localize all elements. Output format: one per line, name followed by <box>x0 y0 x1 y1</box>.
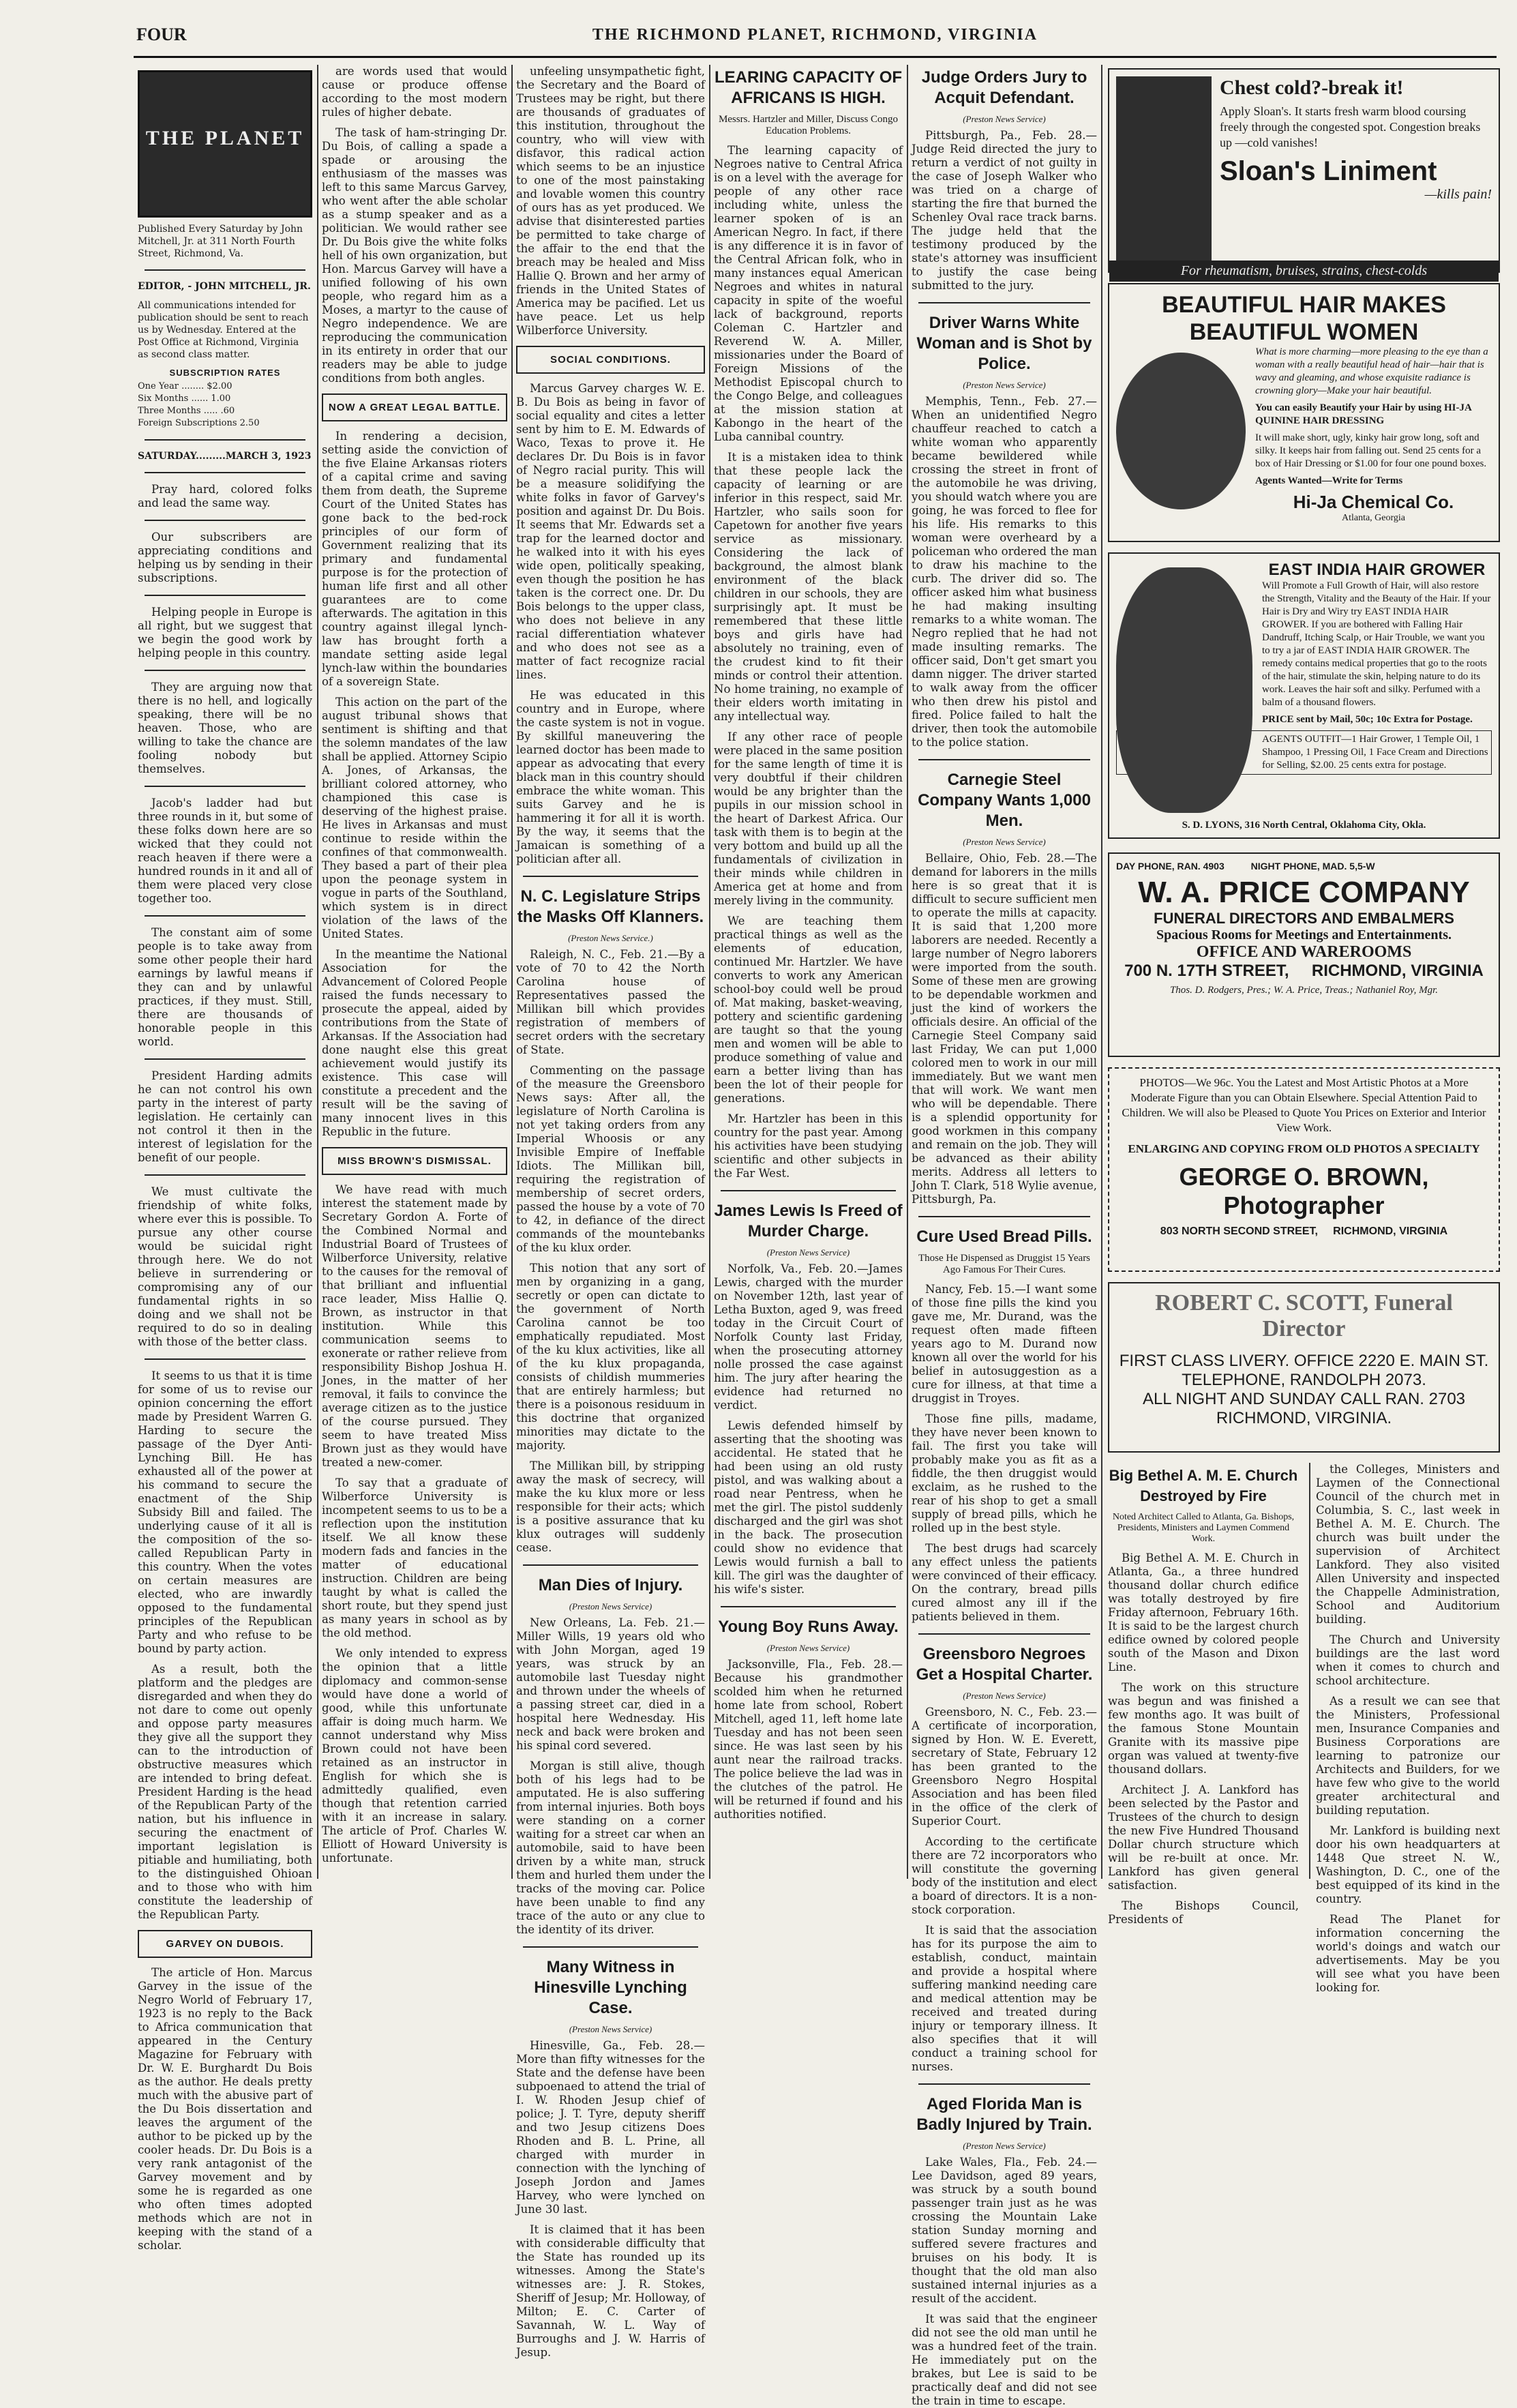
bethel-subhead: Noted Architect Called to Atlanta, Ga. Bishops, Presidents, Ministers and Laymen Commend Work. <box>1112 1512 1295 1544</box>
garvey-headline: GARVEY ON DUBOIS. <box>166 1938 284 1950</box>
bethel-paragraph: The Church and University buildings are the last word when it comes to church and school architecture. <box>1316 1633 1500 1687</box>
editorial-paragraph: Helping people in Europe is all right, but we suggest that we begin the good work by helping people in this country. <box>138 606 312 659</box>
hinesville-headline: Many Witness in Hinesville Lynching Case. <box>534 1958 687 2017</box>
column-4 <box>710 65 907 1879</box>
scott-line4: RICHMOND, VIRGINIA. <box>1216 1409 1392 1427</box>
boy-paragraph: Jacksonville, Fla., Feb. 28.—Because his grandmother scolded him when he returned home late from school, Robert Mitchell, aged 11, left home late Tuesday and has not been seen since. He was last seen by his aunt near the railroad tracks. The police believe the lad was in the clutches of the patrol. He will be returned if found and his authorities notified. <box>714 1658 903 1821</box>
editorial-paragraph: Jacob's ladder had but three rounds in it, but some of these folks down here are so wicked that they could not reach heaven if there were a hundred rounds in it and all of them were placed very close together too. <box>138 797 312 905</box>
man-dies-paragraph: Morgan is still alive, though both of his legs had to be amputated. He is also suffering from internal injuries. Both boys were standing on a corner waiting for a street car when an automobile, said to have been driven by a white man, struck them and hurled them under the tracks of the moving car. Police have been unable to find any trace of the auto or any clue to the identity of its driver. <box>516 1759 705 1936</box>
price-line3: OFFICE AND WAREROOMS <box>1196 943 1412 961</box>
africans-headline: LEARING CAPACITY OF AFRICANS IS HIGH. <box>714 68 903 107</box>
editorial-paragraph: As a result, both the platform and the pledges are disregarded and when they do not dare to come out openly and oppose party measures they give all the support they can to the introduction of obstructive measures which are intended to bring defeat. President Harding is the head of the Republican Party of the nation, but his influence in securing the enactment of important legislation is pitiable and humiliating, both to the distinguished Ohioan and to those who with him constitute the leadership of the Republican Party. <box>138 1663 312 1921</box>
editorial-paragraph: President Harding admits he can not control his own party in the interest of party legislation. He certainly can not control it then in the interest of legislation for the benefit of our people. <box>138 1069 312 1164</box>
greensboro-paragraph: According to the certificate there are 72 incorporators who will constitute the governing body of the institution and elect a board of directors. It is a non-stock corporation. <box>912 1835 1097 1916</box>
social-paragraph: He was educated in this country and in Europe, where the caste system is not in vogue. By skillful maneuvering the learned doctor has been made to appear as advocating that every black man in this country should embrace the white woman. This suits Garvey and he is hammering it for all it is worth. By the way, it seems that the Jamaican is something of a politician after all. <box>516 689 705 865</box>
east-india-price: PRICE sent by Mail, 50c; 10c Extra for Postage. <box>1262 714 1473 725</box>
editorial-paragraph: Pray hard, colored folks and lead the same way. <box>138 483 312 509</box>
legal-paragraph: In rendering a decision, setting aside the conviction of the five Elaine Arkansas rioters of a capital crime and saving them from death, the Supreme Court of the United States has gone back to the bed-rock principles of our form of Government realizing that its primary and fundamental purpose is for the protection of human life first and all other guarantees are to come afterwards. The agitation in this country against illegal lynch-law has brought forth a mandate setting aside legal lynch-law within the boundaries of a sovereign State. <box>322 430 507 688</box>
bethel-headline: Big Bethel A. M. E. Church Destroyed by Fire <box>1109 1467 1298 1504</box>
hija-title: BEAUTIFUL HAIR MAKES BEAUTIFUL WOMEN <box>1162 292 1446 345</box>
east-india-address: S. D. LYONS, 316 North Central, Oklahoma City, Okla. <box>1182 820 1426 831</box>
greensboro-paragraph: Greensboro, N. C., Feb. 23.—A certificate of incorporation, signed by Hon. W. E. Everett, secretary of State, February 12 has been granted to the Greensboro Negro Hospital Association and has been filed in the office of the clerk of Superior Court. <box>912 1706 1097 1828</box>
judge-paragraph: Pittsburgh, Pa., Feb. 28.—Judge Reid directed the jury to return a verdict of not guilty in the case of Joseph Walker who was tried on a charge of starting the fire that burned the Schenley Oval race track barns. The judge held that the testimony produced by the state's attorney was insufficient to justify the case being submitted to the jury. <box>912 129 1097 292</box>
editorial-paragraph: We must cultivate the friendship of white folks, where ever this is possible. To pursue any other course would be suicidal right through here. We do not believe in surrendering or compromising any of our fundamental rights in so doing and we shall not be required to do so in dealing with those of the better class. <box>138 1185 312 1348</box>
photos-line: ENLARGING AND COPYING FROM OLD PHOTOS A SPECIALTY <box>1128 1142 1480 1155</box>
legal-paragraph: This action on the part of the august tribunal shows that sentiment is shifting and that the solemn mandates of the law shall be applied. Attorney Scipio A. Jones, of Arkansas, the brilliant colored attorney, who championed this case is deserving of the highest praise. He lives in Arkansas and must continue to reside within the confines of that commonwealth. They based a part of their plea upon the peonage system in vogue in parts of the Southland, which system is in direct violation of the laws of the United States. <box>322 696 507 940</box>
lewis-dateline: (Preston News Service) <box>766 1247 850 1258</box>
price-officers: Thos. D. Rodgers, Pres.; W. A. Price, Treas.; Nathaniel Roy, Mgr. <box>1169 985 1439 996</box>
price-line1: FUNERAL DIRECTORS AND EMBALMERS <box>1154 910 1454 927</box>
hija-ad <box>1108 283 1500 542</box>
editorial-paragraph: are words used that would cause or produce offense according to the most modern rules of higher debate. <box>322 65 507 119</box>
florida-dateline: (Preston News Service) <box>963 2141 1046 2151</box>
greensboro-dateline: (Preston News Service) <box>963 1691 1046 1701</box>
hija-agents: Agents Wanted—Write for Terms <box>1255 475 1403 486</box>
sloans-ad <box>1108 68 1500 278</box>
hinesville-paragraph: It is claimed that it has been with considerable difficulty that the State has rounded up its witnesses. Among the State's witnesses are: J. R. Stokes, Sheriff of Jesup; Mr. Holloway, of Milton; E. C. Carter of Savannah, W. L. Way of Burroughs and J. W. Harris of Jesup. <box>516 2223 705 2359</box>
africans-paragraph: If any other race of people were placed in the same position for the same length of time it is very doubtful if their children would be any brighter than the pupils in our mission school in the heart of Darkest Africa. Our task with them is to begin at the very bottom and build up all the fundamentals of civilization in their minds while children in America get at home and from merely living in the community. <box>714 730 903 907</box>
price-address: 700 N. 17TH STREET, RICHMOND, VIRGINIA <box>1124 962 1484 980</box>
driver-paragraph: Memphis, Tenn., Feb. 27.—When an unidentified Negro chauffeur reached to catch a white woman who apparently became bewildered while crossing the street in front of the automobile he was driving, you should watch where you are going, he was forced to flee for his life. His remarks to this woman were overheard by a policeman who ordered the man to draw his machine to the curb. The driver did so. The officer asked him what business he had making insulting remarks to a white woman. The Negro replied that he had not made insulting remarks. The officer said, Don't get smart you damn nigger. The driver started to walk away from the officer who then drew his pistol and fired. Police failed to halt the driver, then took the automobile to the police station. <box>912 395 1097 749</box>
sloans-tagline: —kills pain! <box>1424 187 1492 202</box>
price-line2: Spacious Rooms for Meetings and Entertainments. <box>1156 927 1452 942</box>
driver-headline: Driver Warns White Woman and is Shot by Police. <box>916 314 1092 373</box>
man-dies-dateline: (Preston News Service) <box>569 1601 652 1611</box>
garvey-paragraph: The article of Hon. Marcus Garvey in the issue of the Negro World of February 17, 1923 is no reply to the Back to Africa communication that appeared in the Century Magazine for February with Dr. W. E. Burghardt Du Bois as the author. He deals pretty much with the abusive part of the Du Bois dissertation and leaves the argument of the author to be picked up by the cooler heads. Dr. Du Bois is a very rank antagonist of the Garvey movement and by some he is regarded as one who often times adopted methods which are not in keeping with the stand of a scholar. <box>138 1966 312 2252</box>
greensboro-paragraph: It is said that the association has for its purpose the aim to establish, conduct, maintain and provide a hospital where suffering mankind needing care and medical attention may be received and treated during injury or temporary illness. It also specifies that it will conduct a training school for nurses. <box>912 1924 1097 2073</box>
east-india-body: Will Promote a Full Growth of Hair, will also restore the Strength, Vitality and the Beauty of the Hair. If your Hair is Dry and Wiry try EAST INDIA HAIR GROWER. If you are bothered with Falling Hair Dandruff, Itching Scalp, or Hair Trouble, we want you to try a jar of EAST INDIA HAIR GROWER. The remedy contains medical properties that go to the roots of the hair, stimulate the skin, helping nature to do its work. Leaves the hair soft and silky. Perfumed with a balm of a thousand flowers. <box>1262 580 1491 708</box>
man-dies-headline: Man Dies of Injury. <box>538 1576 683 1594</box>
brown-headline: MISS BROWN'S DISMISSAL. <box>337 1155 492 1167</box>
nc-paragraph: Commenting on the passage of the measure the Greensboro News says: After all, the legislature of North Carolina is not yet taking orders from any Imperial Whoosis or any Invisible Empire of Ineffable Idiots. The Millikan bill, requiring the registration of membership of secret orders, passed the house by a vote of 70 to 42, in defiance of the direct commands of the mountebanks of the ku klux order. <box>516 1064 705 1254</box>
price-name: W. A. PRICE COMPANY <box>1138 876 1470 909</box>
column-5 <box>907 65 1101 2407</box>
masthead-editor: EDITOR, - JOHN MITCHELL, JR. <box>138 281 311 292</box>
rates-3: Three Months ..... .60 <box>138 406 235 416</box>
nc-paragraph: Raleigh, N. C., Feb. 21.—By a vote of 70 to 42 the North Carolina house of Representatives passed the Millikan bill which provides registration of members of secret orders with the secretary of State. <box>516 948 705 1056</box>
price-company-ad <box>1108 852 1500 1057</box>
boy-headline: Young Boy Runs Away. <box>718 1618 899 1636</box>
bread-pills-paragraph: The best drugs had scarcely any effect unless the patients were convinced of their efficacy. On the contrary, bread pills cured almost any ill if the patients believed in them. <box>912 1542 1097 1623</box>
lewis-paragraph: Norfolk, Va., Feb. 20.—James Lewis, charged with the murder on November 12th, last year of Letha Buxton, aged 9, was freed today in the Circuit Court of Norfolk County last Friday, when the prosecuting attorney nolle prossed the case against him. The jury after hearing the evidence had returned no verdict. <box>714 1262 903 1412</box>
africans-subhead: Messrs. Hartzler and Miller, Discuss Congo Education Problems. <box>718 114 899 136</box>
bread-pills-paragraph: Nancy, Feb. 15.—I want some of those fine pills the kind you gave me, Mr. Durand, was the request often made fifteen years ago to M. Durand now known all over the world for his belief in autosuggestion as a cure for illness, at that time a druggist in Troyes. <box>912 1283 1097 1405</box>
legal-paragraph: In the meantime the National Association for the Advancement of Colored People raised the funds necessary to prosecute the appeal, aided by contributions from the State of Arkansas. If the Association had done naught else this great achievement would justify its existence. This case will constitute a precedent and the result will be the saving of many innocent lives in this Republic in the future. <box>322 948 507 1138</box>
brown-paragraph: We only intended to express the opinion that a little diplomacy and common-sense would have done a world of good, while this unfortunate affair is doing much harm. We cannot understand why Miss Brown could not have been retained as an instructor in English for which she is admittedly qualified, even though that retention carried with it an increase in salary. The article of Prof. Charles W. Elliott of Howard University is unfortunate. <box>322 1647 507 1864</box>
man-dies-paragraph: New Orleans, La. Feb. 21.—Miller Wills, 19 years old who with John Morgan, aged 19 years, was struck by an automobile last Tuesday night and thrown under the wheels of a passing street car, died in a hospital here Wednesday. His neck and back were broken and his spinal cord severed. <box>516 1616 705 1752</box>
bethel-paragraph: As a result we can see that the Ministers, Professional men, Insurance Companies and Business Corporations are learning to patronize our Architects and Builders, for we have few who give to the world greater architectural and building reputation. <box>1316 1695 1500 1817</box>
legal-battle-headline: NOW A GREAT LEGAL BATTLE. <box>328 402 501 413</box>
nc-paragraph: This notion that any sort of men by organizing in a gang, secretly or open can dictate to the government of North Carolina cannot be too emphatically repudiated. Most of the ku klux activities, like all of the ku klux propaganda, consists of childish mummeries that are entirely harmless; but there is a poisonous residuum in this doctrine that organized minorities may dictate to the majority. <box>516 1262 705 1452</box>
column-3 <box>512 65 709 2359</box>
bethel-paragraph: the Colleges, Ministers and Laymen of the Connectional Council of the church met in Columbia, S. C., last week in Bethel A. M. E. Church. The church was built under the supervision of Architect Lankford. They also visited Allen University and inspected the Chappelle Administration, School and Auditorium building. <box>1316 1463 1500 1626</box>
editorial-paragraph: Our subscribers are appreciating conditions and helping us by sending in their subscriptions. <box>138 531 312 584</box>
hija-body: What is more charming—more pleasing to the eye than a woman with a really beautiful head of hair—hair that is wavy and gleaming, and whose exquisite radiance is crowning glory—Make your hair beautiful. <box>1255 346 1488 396</box>
nc-headline: N. C. Legislature Strips the Masks Off Klanners. <box>517 887 704 926</box>
nc-paragraph: The Millikan bill, by stripping away the mask of secrecy, will make the ku klux more or less responsible for their acts; which is a positive assurance that ku klux outrages will suddenly cease. <box>516 1459 705 1554</box>
masthead-notice: All communications intended for publication should be sent to reach us by Wednesday. Entered at the Post Office at Richmond, Virginia as second class matter. <box>138 300 309 360</box>
photographer-address: 803 NORTH SECOND STREET, RICHMOND, VIRGINIA <box>1160 1225 1448 1237</box>
bethel-article <box>1108 1463 1500 1994</box>
editorial-paragraph: The constant aim of some people is to take away from some other people their hard earnings by lawful means if they can and by unlawful practices, if they must. Still, there are thousands of honorable people in this world. <box>138 926 312 1048</box>
lewis-headline: James Lewis Is Freed of Murder Charge. <box>714 1202 903 1240</box>
florida-paragraph: It was said that the engineer did not see the old man until he was a hundred feet of the train. He immediately put on the brakes, but Lee is said to be practically deaf and did not see the train in time to escape. <box>912 2313 1097 2407</box>
rates-2: Six Months ...... 1.00 <box>138 393 231 404</box>
carnegie-dateline: (Preston News Service) <box>963 837 1046 847</box>
lewis-paragraph: Lewis defended himself by asserting that the shooting was accidental. He stated that he had been using an old rusty pistol, and was walking about a road near Pentress, when he met the girl. The pistol suddenly discharged and the girl was shot in the back. The prosecution could show no evidence that Lewis would furnish a ball to kill. The girl was the daughter of his wife's sister. <box>714 1419 903 1596</box>
driver-dateline: (Preston News Service) <box>963 380 1046 390</box>
africans-paragraph: We are teaching them practical things as well as the elements of education, continued Mr. Hartzler. We have converts to work any American school-boy could well be proud of. Mat making, basket-weaving, pottery and scientific gardening are taught so that the young men and women will be able to produce something of value and earn a better living than has been the lot of their people for generations. <box>714 915 903 1105</box>
scott-funeral-ad <box>1108 1282 1500 1453</box>
hinesville-dateline: (Preston News Service) <box>569 2024 652 2034</box>
florida-headline: Aged Florida Man is Badly Injured by Train. <box>916 2095 1092 2134</box>
page-number: FOUR <box>136 25 187 44</box>
woman-portrait <box>1116 353 1246 509</box>
bethel-paragraph: The Bishops Council, Presidents of <box>1108 1899 1299 1926</box>
hija-detail: It will make short, ugly, kinky hair grow long, soft and silky. It keeps hair from falling out. Send 25 cents for a box of Hair Dressing or $1.00 for four one pound boxes. <box>1255 432 1487 469</box>
woman-long-hair-portrait <box>1116 567 1252 813</box>
scott-name: ROBERT C. SCOTT, Funeral Director <box>1155 1290 1453 1341</box>
scott-line1: FIRST CLASS LIVERY. OFFICE 2220 E. MAIN ST. <box>1119 1352 1489 1370</box>
sloans-brand: Sloan's Liniment <box>1220 156 1437 186</box>
sloans-footer: For rheumatism, bruises, strains, chest-colds <box>1109 261 1499 282</box>
man-illustration <box>1116 76 1212 261</box>
scott-line3: ALL NIGHT AND SUNDAY CALL RAN. 2703 <box>1142 1390 1466 1408</box>
editorial-paragraph: It seems to us that it is time for some of us to revise our opinion concerning the effort made by President Warren G. Harding to secure the passage of the Dyer Anti-Lynching Bill. He has exhausted all of the power at his command to secure the enactment of the Ship Subsidy Bill and failed. The underlying cause of it all is the composition of the so-called Republican Party in this country. When the votes on certain measures are elected, who are inwardly opposed to the fundamental principles of the Republican Party and who refuse to be bound by party action. <box>138 1369 312 1655</box>
bethel-paragraph: Mr. Lankford is building next door his own headquarters at 1448 Que street N. W., Washington, D. C., one of the best equipped of its kind in the country. <box>1316 1824 1500 1905</box>
bread-pills-paragraph: Those fine pills, madame, they have never been known to fail. The first you take will probably make you as fit as a fiddle, the then druggist would exclaim, as he rushed to the rear of his shop to get a small supply of bread pills, which he rolled up in the best style. <box>912 1412 1097 1534</box>
bethel-paragraph: Architect J. A. Lankford has been selected by the Pastor and Trustees of the church to design the new Five Hundred Thousand Dollar church structure which will be re-built at once. Mr. Lankford has given general satisfaction. <box>1108 1783 1299 1892</box>
social-paragraph: Marcus Garvey charges W. E. B. Du Bois as being in favor of social equality and cites a letter sent by him to E. M. Edwards of Waco, Texas to prove it. He declares Dr. Du Bois is in favor of Negro racial purity. This will be a measure solidifying the white folks in favor of Garvey's position and against Dr. Du Bois. It seems that Mr. Edwards set a trap for the learned doctor and he walked into it with his eyes wide open, politically speaking, even though the position he has taken is the correct one. Dr. Du Bois belongs to the upper class, who does not believe in any racial differentiation whatever and who does not see as a matter of fact recognize racial lines. <box>516 382 705 681</box>
carnegie-headline: Carnegie Steel Company Wants 1,000 Men. <box>918 771 1091 830</box>
rates-title: SUBSCRIPTION RATES <box>169 368 281 378</box>
greensboro-headline: Greensboro Negroes Get a Hospital Charter. <box>916 1645 1093 1684</box>
bread-pills-headline: Cure Used Bread Pills. <box>916 1228 1092 1246</box>
brown-photographer-ad <box>1108 1067 1500 1272</box>
bethel-paragraph: Read The Planet for information concerning the world's doings and watch our advertisements. May be you will see what you have been looking for. <box>1316 1913 1500 1994</box>
africans-paragraph: Mr. Hartzler has been in this country for the past year. Among his activities have been studying scientific and other subjects in the Far West. <box>714 1112 903 1180</box>
east-india-title: EAST INDIA HAIR GROWER <box>1268 561 1486 579</box>
east-india-agents: AGENTS OUTFIT—1 Hair Grower, 1 Temple Oil, 1 Shampoo, 1 Pressing Oil, 1 Face Cream and Directions for Selling, $2.00. 25 cents extra for postage. <box>1116 730 1492 775</box>
editorial-paragraph: unfeeling unsympathetic fight, the Secretary and the Board of Trustees may be right, but there are thousands of graduates of this institution, throughout the country, who will view with disfavor, this radical action which seems to be an injustice to one of the most painstaking and lovable women this country of ours has as yet produced. We advise that disinterested parties be permitted to take charge of the affair to the end that the breach may be healed and Miss Hallie Q. Brown and her army of friends in the United States of America may be pacified. Let us have peace. Let us help Wilberforce University. <box>516 65 705 337</box>
hija-sub: You can easily Beautify your Hair by using HI-JA QUININE HAIR DRESSING <box>1255 402 1471 426</box>
bethel-paragraph: The work on this structure was begun and was finished a few months ago. It was built of the famous Stone Mountain Granite with its massive pipe organ was valued at twenty-five thousand dollars. <box>1108 1681 1299 1776</box>
issue-date: SATURDAY.........MARCH 3, 1923 <box>138 451 312 462</box>
africans-paragraph: The learning capacity of Negroes native to Central Africa is on a level with the average for people of any other race including white, unless the learner spoken of is an American Negro. In fact, if there is any difference it is in favor of the Central African folk, who in many instances equal American Negroes and whites in natural capacity in spite of the woeful lack of background, reports Coleman C. Hartzler and Reverend W. A. Miller, missionaries under the Board of Foreign Missions of the Methodist Episcopal church to the Congo Belge, and colleagues at the mission station at Kabongo in the heart of the Luba cannibal country. <box>714 144 903 443</box>
price-phones: DAY PHONE, RAN. 4903 NIGHT PHONE, MAD. 5,5-W <box>1116 861 1375 872</box>
rates-4: Foreign Subscriptions 2.50 <box>138 418 260 428</box>
africans-paragraph: It is a mistaken idea to think that these people lack the capacity of learning or are inferior in this respect, said Mr. Hartzler, who sails soon for Capetown for another five years service as missionary. Considering the lack of background, the almost blank environment of the black children in our schools, they are surprisingly apt. It must be remembered that these little boys and girls have had absolutely no training, even of the crudest kind to fit their minds or control their attention. No home training, no example of their elders worth imitating in any intellectual way. <box>714 451 903 723</box>
bethel-paragraph: Big Bethel A. M. E. Church in Atlanta, Ga., a three hundred thousand dollar church edifice was totally destroyed by fire Friday afternoon, February 16th. It is said to be the largest church edifice owned by colored people south of the Mason and Dixon Line. <box>1108 1551 1299 1674</box>
editorial-paragraph: They are arguing now that there is no hell, and logically speaking, there will be no heaven. Those, who are willing to take the chance are fooling nobody but themselves. <box>138 681 312 775</box>
rates-1: One Year ........ $2.00 <box>138 381 232 391</box>
photos-body: PHOTOS—We 96c. You the Latest and Most Artistic Photos at a More Moderate Figure than you can Obtain Elsewhere. Special Attention Paid to Children. We will also be Pleased to Quote You Prices on Exterior and Interior View Work. <box>1122 1076 1486 1134</box>
hija-company: Hi-Ja Chemical Co. <box>1293 492 1454 512</box>
judge-headline: Judge Orders Jury to Acquit Defendant. <box>921 68 1087 107</box>
social-headline: SOCIAL CONDITIONS. <box>550 354 671 366</box>
column-2 <box>318 65 511 1879</box>
photographer-name: GEORGE O. BROWN, Photographer <box>1179 1163 1429 1219</box>
brown-paragraph: We have read with much interest the statement made by Secretary Gordon A. Forte of the Combined Normal and Industrial Board of Trustees of Wilberforce University, relative to the causes for the removal of that brilliant and influential race leader, Miss Hallie Q. Brown, as instructor in that institution. While this communication seems to exonerate or rather relieve from responsibility Bishop Joshua H. Jones, in the matter of her removal, it fails to convince the average citizen as to the justice of the course pursued. They seem to have treated Miss Brown just as they would have treated a new-comer. <box>322 1183 507 1469</box>
masthead-published: Published Every Saturday by John Mitchell, Jr. at 311 North Fourth Street, Richmond, Va. <box>138 224 303 259</box>
sloans-body: Apply Sloan's. It starts fresh warm blood coursing freely through the congested spot. Congestion breaks up —cold vanishes! <box>1220 104 1481 149</box>
masthead-logo: THE PLANET <box>138 70 312 218</box>
newspaper-title: THE RICHMOND PLANET, RICHMOND, VIRGINIA <box>592 26 1038 44</box>
sloans-title: Chest cold?-break it! <box>1220 76 1404 99</box>
editorial-paragraph: The task of ham-stringing Dr. Du Bois, of calling a spade a spade or arousing the enthusiasm of the masses was left to this same Marcus Garvey, who went after the able scholar as a stump speaker and as a politician. We would rather see Dr. Du Bois give the white folks hell of his own organization, but Hon. Marcus Garvey will have a unified following of his own people, who regard him as a Moses, a martyr to the cause of Negro independence. We are reproducing the communication in its entirety in order that our readers may be able to judge conditions from both angles. <box>322 126 507 385</box>
scott-line2: TELEPHONE, RANDOLPH 2073. <box>1182 1371 1426 1389</box>
brown-paragraph: To say that a graduate of Wilberforce University is incompetent seems to us to be a reflection upon the institution itself. We all know these modern fads and fancies in the matter of educational instruction. Children are being taught by what is called the short route, but they spend just as many years in school as by the old method. <box>322 1476 507 1639</box>
hinesville-paragraph: Hinesville, Ga., Feb. 28.—More than fifty witnesses for the State and the defense have been subpoenaed to attend the trial of I. W. Rhoden Jesup chief of police; J. T. Tyre, deputy sheriff and two Jesup citizens Does Rhoden and B. L. Prine, all charged with murder in connection with the lynching of Joseph Jordon and James Harvey, who were lynched on June 30 last. <box>516 2039 705 2216</box>
nc-dateline: (Preston News Service.) <box>568 933 653 943</box>
florida-paragraph: Lake Wales, Fla., Feb. 24.—Lee Davidson, aged 89 years, was struck by a south bound passenger train just as he was crossing the Mountain Lake station Sunday morning and suffered severe fractures and bruises on his body. It is thought that the old man also sustained internal injuries as a result of the accident. <box>912 2156 1097 2305</box>
bread-pills-subhead: Those He Dispensed as Druggist 15 Years Ago Famous For Their Cures. <box>918 1253 1091 1275</box>
east-india-ad <box>1108 552 1500 839</box>
carnegie-paragraph: Bellaire, Ohio, Feb. 28.—The demand for laborers in the mills here is so great that it is difficult to secure sufficient men to operate the mills at capacity. It is said that 1,200 more laborers are needed. Recently a large number of Negro laborers were imported from the south. Some of these men are growing to be dependable workmen and just the kind of workers the officials desire. An official of the Carnegie Steel Company said last Friday, We can put 1,000 colored men to work in our mill immediately. But we want men that will work. We want men who will be dependable. There is a splendid opportunity for good workmen in this company and remain on the job. They will be advanced as their ability merits. Address all letters to John T. Clark, 518 Wylie avenue, Pittsburgh, Pa. <box>912 852 1097 1206</box>
page-header <box>134 22 1497 58</box>
column-1 <box>134 65 316 2252</box>
judge-dateline: (Preston News Service) <box>963 114 1046 124</box>
hija-city: Atlanta, Georgia <box>1341 513 1406 523</box>
boy-dateline: (Preston News Service) <box>766 1643 850 1653</box>
